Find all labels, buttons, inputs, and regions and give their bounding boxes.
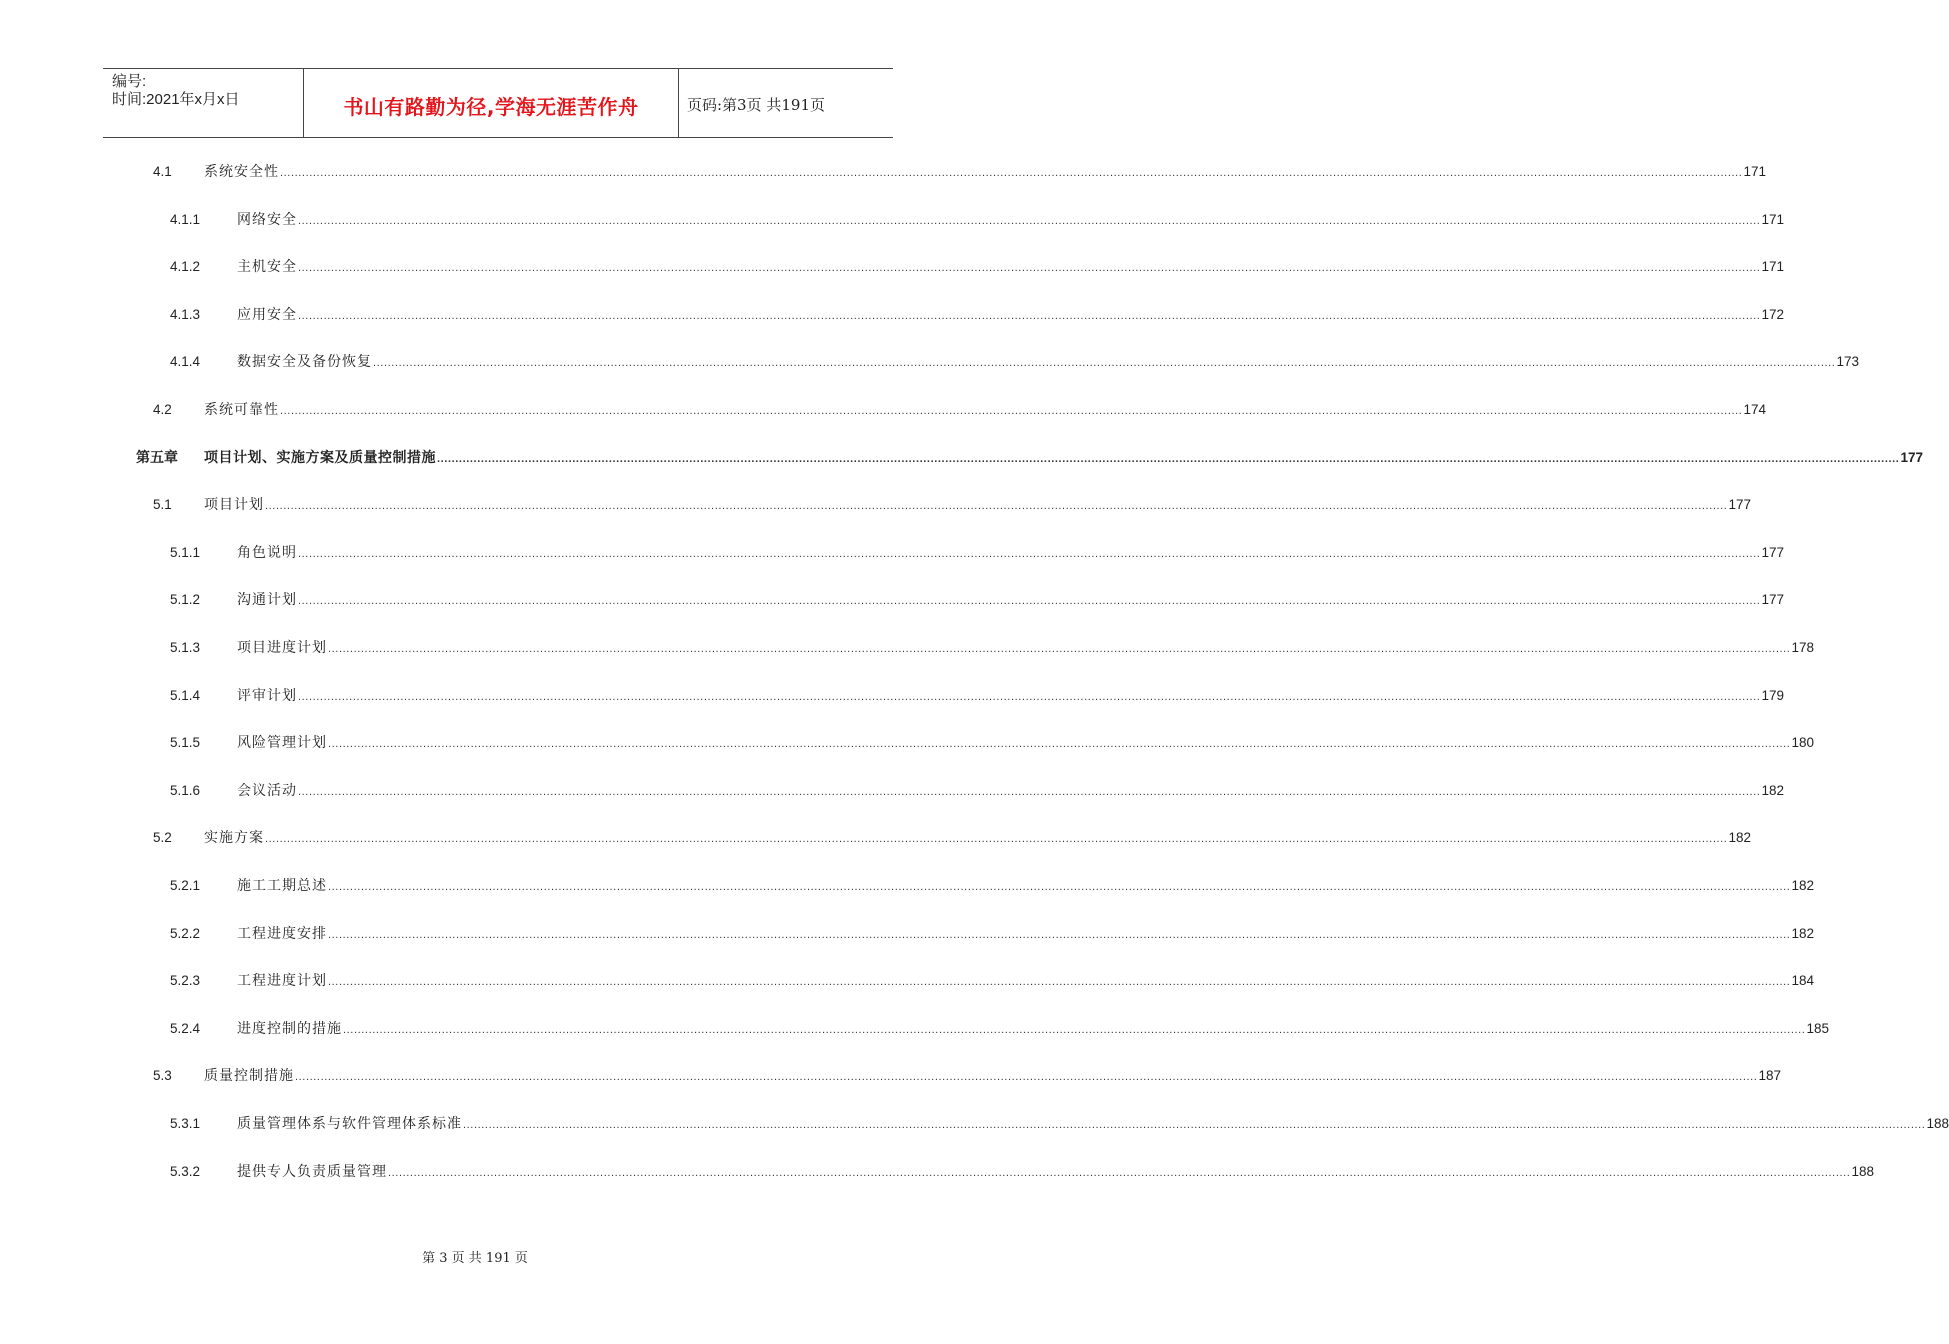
toc-leader-dots: ................................................................................................................................................................................................................................................................................................................................................................................................................ <box>328 643 1791 655</box>
toc-entry-title: 主机安全 <box>237 259 297 275</box>
toc-entry-title: 项目计划、实施方案及质量控制措施 <box>204 450 436 466</box>
toc-entry-number: 5.2.2 <box>170 926 201 941</box>
toc-entry-page: 171 <box>1761 212 1784 227</box>
toc-entry-number: 5.3.2 <box>170 1164 201 1179</box>
toc-entry[interactable] <box>153 827 1751 849</box>
toc-entry-page: 178 <box>1791 640 1814 655</box>
toc-leader-dots: ................................................................................................................................................................................................................................................................................................................................................................................................................ <box>298 691 1761 703</box>
page-header <box>103 68 893 138</box>
toc-entry-title: 进度控制的措施 <box>237 1021 342 1037</box>
toc-entry-page: 180 <box>1791 735 1814 750</box>
toc-entry[interactable] <box>170 304 1784 326</box>
toc-entry[interactable] <box>170 923 1814 945</box>
toc-entry-number: 5.1.1 <box>170 545 201 560</box>
toc-entry-title: 质量管理体系与软件管理体系标准 <box>237 1116 462 1132</box>
toc-leader-dots: ................................................................................................................................................................................................................................................................................................................................................................................................................ <box>463 1119 1926 1131</box>
toc-entry-number: 5.2.4 <box>170 1021 201 1036</box>
toc-entry-number: 5.2.1 <box>170 878 201 893</box>
toc-entry-title: 风险管理计划 <box>237 735 327 751</box>
toc-entry-number: 5.2.3 <box>170 973 201 988</box>
toc-entry-page: 185 <box>1806 1021 1829 1036</box>
toc-entry-page: 182 <box>1791 926 1814 941</box>
header-page-info: 页码:第3页 共191页 <box>687 96 825 114</box>
toc-entry-number: 4.2 <box>153 402 172 417</box>
toc-entry[interactable] <box>170 1018 1829 1040</box>
toc-entry[interactable] <box>170 637 1814 659</box>
toc-leader-dots: ................................................................................................................................................................................................................................................................................................................................................................................................................ <box>328 976 1791 988</box>
toc-entry[interactable] <box>170 732 1814 754</box>
toc-entry[interactable] <box>170 256 1784 278</box>
toc-entry-page: 171 <box>1743 164 1766 179</box>
toc-leader-dots: ................................................................................................................................................................................................................................................................................................................................................................................................................ <box>298 786 1761 798</box>
page-footer: 第 3 页 共 191 页 <box>422 1251 528 1266</box>
toc-entry[interactable] <box>153 161 1766 183</box>
toc-entry[interactable] <box>170 780 1784 802</box>
toc-entry-page: 188 <box>1926 1116 1949 1131</box>
toc-entry[interactable] <box>153 1065 1781 1087</box>
toc-entry-title: 沟通计划 <box>237 592 297 608</box>
toc-entry[interactable] <box>170 351 1859 373</box>
toc-leader-dots: ................................................................................................................................................................................................................................................................................................................................................................................................................ <box>328 929 1791 941</box>
toc-entry-title: 系统可靠性 <box>204 402 279 418</box>
toc-entry-page: 173 <box>1836 354 1859 369</box>
header-page-cell <box>678 69 893 137</box>
toc-entry[interactable] <box>136 447 1923 469</box>
toc-leader-dots: ................................................................................................................................................................................................................................................................................................................................................................................................................ <box>295 1071 1758 1083</box>
toc-leader-dots: ................................................................................................................................................................................................................................................................................................................................................................................................................ <box>328 738 1791 750</box>
toc-leader-dots: ................................................................................................................................................................................................................................................................................................................................................................................................................ <box>328 881 1791 893</box>
toc-entry-number: 5.1.4 <box>170 688 201 703</box>
toc-entry-title: 应用安全 <box>237 307 297 323</box>
date-line: 时间:2021年x月x日 <box>112 91 240 108</box>
toc-entry-page: 174 <box>1743 402 1766 417</box>
toc-entry-page: 182 <box>1728 830 1751 845</box>
toc-entry-number: 5.3.1 <box>170 1116 201 1131</box>
toc-entry-number: 4.1.3 <box>170 307 201 322</box>
toc-entry-title: 质量控制措施 <box>204 1068 294 1084</box>
toc-entry-title: 项目计划 <box>204 497 264 513</box>
toc-entry-title: 施工工期总述 <box>237 878 327 894</box>
toc-entry-page: 188 <box>1851 1164 1874 1179</box>
toc-entry-number: 4.1.4 <box>170 354 201 369</box>
header-slogan-cell <box>303 69 679 137</box>
toc-entry[interactable] <box>170 685 1784 707</box>
toc-entry-title: 角色说明 <box>237 545 297 561</box>
toc-leader-dots: ................................................................................................................................................................................................................................................................................................................................................................................................................ <box>265 500 1728 512</box>
toc-entry-title: 评审计划 <box>237 688 297 704</box>
toc-entry-title: 提供专人负责质量管理 <box>237 1164 387 1180</box>
toc-entry[interactable] <box>170 970 1814 992</box>
toc-entry[interactable] <box>170 1113 1949 1135</box>
toc-entry-title: 项目进度计划 <box>237 640 327 656</box>
toc-entry-title: 会议活动 <box>237 783 297 799</box>
toc-entry-page: 177 <box>1761 545 1784 560</box>
toc-entry[interactable] <box>170 589 1784 611</box>
toc-entry[interactable] <box>170 1161 1874 1183</box>
toc-leader-dots: ................................................................................................................................................................................................................................................................................................................................................................................................................ <box>298 595 1761 607</box>
toc-entry-number: 4.1.2 <box>170 259 201 274</box>
toc-entry-page: 171 <box>1761 259 1784 274</box>
toc-entry-title: 系统安全性 <box>204 164 279 180</box>
toc-entry-number: 5.1.3 <box>170 640 201 655</box>
toc-entry-page: 182 <box>1791 878 1814 893</box>
toc-leader-dots: ................................................................................................................................................................................................................................................................................................................................................................................................................ <box>298 310 1761 322</box>
toc-leader-dots: ................................................................................................................................................................................................................................................................................................................................................................................................................ <box>437 453 1900 465</box>
toc-entry-page: 184 <box>1791 973 1814 988</box>
toc-entry-title: 实施方案 <box>204 830 264 846</box>
toc-leader-dots: ................................................................................................................................................................................................................................................................................................................................................................................................................ <box>298 215 1761 227</box>
toc-entry-number: 5.3 <box>153 1068 172 1083</box>
toc-entry-page: 172 <box>1761 307 1784 322</box>
toc-entry[interactable] <box>170 209 1784 231</box>
toc-leader-dots: ................................................................................................................................................................................................................................................................................................................................................................................................................ <box>280 167 1743 179</box>
toc-entry-page: 182 <box>1761 783 1784 798</box>
toc-entry-title: 网络安全 <box>237 212 297 228</box>
toc-entry-number: 5.2 <box>153 830 172 845</box>
toc-entry-page: 177 <box>1900 450 1923 465</box>
toc-entry-number: 4.1 <box>153 164 172 179</box>
toc-entry-title: 数据安全及备份恢复 <box>237 354 372 370</box>
toc-entry-title: 工程进度安排 <box>237 926 327 942</box>
toc-leader-dots: ................................................................................................................................................................................................................................................................................................................................................................................................................ <box>373 357 1836 369</box>
toc-leader-dots: ................................................................................................................................................................................................................................................................................................................................................................................................................ <box>343 1024 1806 1036</box>
toc-entry-number: 第五章 <box>136 450 178 466</box>
toc-entry-page: 177 <box>1761 592 1784 607</box>
serial-label: 编号: <box>112 73 147 90</box>
toc-entry[interactable] <box>153 399 1766 421</box>
header-meta <box>103 69 303 137</box>
toc-leader-dots: ................................................................................................................................................................................................................................................................................................................................................................................................................ <box>265 833 1728 845</box>
toc-entry[interactable] <box>170 875 1814 897</box>
toc-leader-dots: ................................................................................................................................................................................................................................................................................................................................................................................................................ <box>280 405 1743 417</box>
toc-leader-dots: ................................................................................................................................................................................................................................................................................................................................................................................................................ <box>298 262 1761 274</box>
toc-entry-page: 177 <box>1728 497 1751 512</box>
toc-entry-page: 187 <box>1758 1068 1781 1083</box>
toc-entry[interactable] <box>170 542 1784 564</box>
toc-leader-dots: ................................................................................................................................................................................................................................................................................................................................................................................................................ <box>388 1167 1851 1179</box>
toc-leader-dots: ................................................................................................................................................................................................................................................................................................................................................................................................................ <box>298 548 1761 560</box>
toc-entry-number: 5.1.2 <box>170 592 201 607</box>
toc-entry-number: 5.1.5 <box>170 735 201 750</box>
toc-entry-page: 179 <box>1761 688 1784 703</box>
toc-entry-number: 5.1.6 <box>170 783 201 798</box>
header-slogan: 书山有路勤为径,学海无涯苦作舟 <box>343 95 639 119</box>
toc-entry[interactable] <box>153 494 1751 516</box>
toc-entry-number: 5.1 <box>153 497 172 512</box>
toc-entry-title: 工程进度计划 <box>237 973 327 989</box>
toc-entry-number: 4.1.1 <box>170 212 201 227</box>
